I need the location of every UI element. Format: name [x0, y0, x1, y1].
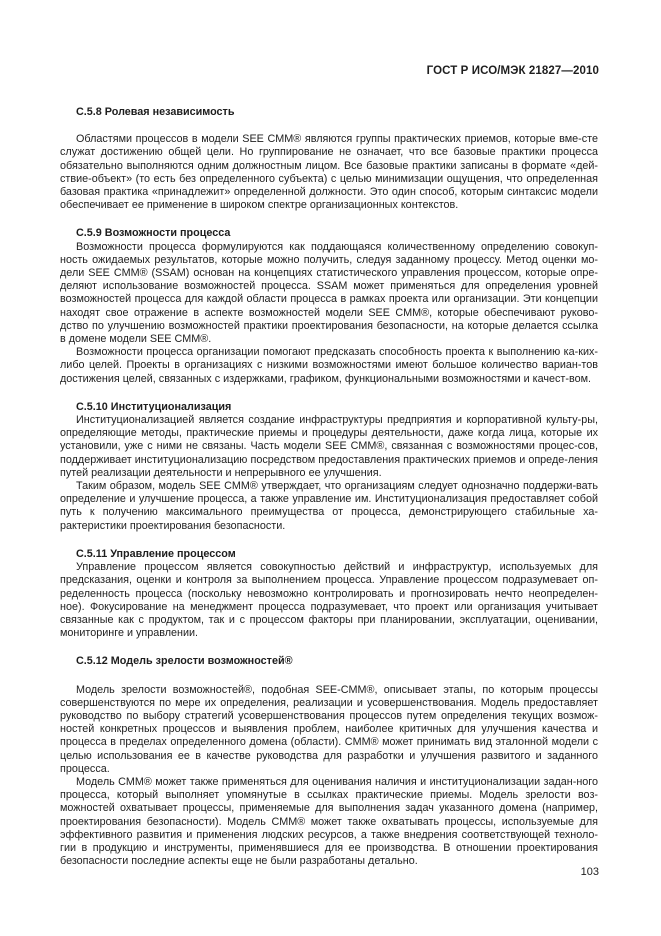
paragraph: Управление процессом является совокупностью действий и инфраструктур, используемых для предсказания, оценки и контроля за выполнением процесса. Управление процессом подразумевает оп-ределенность процесса (поскольку невозможно контролировать и прогнозировать нечто неопределен-ное). Фокусирование на менеджмент процесса подразумевает, что проект или организация учитывает связанные как с продуктом, так и с процессом факторы при планировании, эксплуатации, оценивании, мониторинге и управлении.: [60, 561, 598, 640]
paragraph: Модель зрелости возможностей®, подобная SEE-CMM®, описывает этапы, по которым процессы совершенствуются по мере их определения, реализации и усовершенствования. Модель предоставляет руководство по выбору стратегий усовершенствования процессов путем определения текущих возмож-ностей конкретных процессов и выявления проблем, наиболее критичных для улучшения качества и процесса в пределах определенного домена (области). CMM® может принимать вид эталонной модели с целью использования ее в качестве руководства для разработки и улучшения развитого и заданного процесса.: [60, 683, 598, 775]
paragraph: Возможности процесса формулируются как поддающаяся количественному определению совокуп-ность ожидаемых результатов, которые можно получить, следуя заданному процессу. Метод оценки мо-дели SEE CMM® (SSAM) основан на концепциях статистического управления процессом, которые опре-деляют использование возможностей процесса. SSAM может применяться для определения уровней возможностей процесса для каждой области процесса в рамках проекта или организации. Эти концепции находят свое отражение в аспекте возможностей модели SEE CMM®, которые обеспечивают руково-дство по улучшению возможностей практики проектирования безопасности, на которые делается ссылка в домене модели SEE CMM®.: [60, 240, 598, 346]
paragraph: Модель CMM® может также применяться для оценивания наличия и институционализации задан-ного процесса, который выполняет упомянутые в ссылках практические приемы. Модель зрелости воз-можностей охватывает процессы, применяемые для выполнения задач указанного домена (например, проектирования безопасности). Модель CMM® может также охватывать процессы, используемые для эффективного развития и применения людских ресурсов, а также внедрения соответствующей техноло-гии в продукцию и инструменты, применявшиеся для ее производства. В отношении проектирования безопасности последние аспекты еще не были разработаны детально.: [60, 775, 598, 868]
section-c-5-12: [60, 655, 598, 868]
section-c-5-9: [60, 227, 598, 385]
paragraph: Возможности процесса организации помогают предсказать способность проекта к выполнению ка-ких-либо целей. Проекты в организациях с низкими возможностями имеют большое количество вариан-тов достижения целей, связанных с издержками, графиком, функциональными возможностями и качест-вом.: [60, 346, 598, 385]
paragraph: Таким образом, модель SEE CMM® утверждает, что организациям следует однозначно поддержи-вать определение и улучшение процесса, а также управление им. Институционализация предоставляет собой путь к получению максимального преимущества от процесса, демонстрирующего стабильные ха-рактеристики проектирования безопасности.: [60, 480, 598, 532]
page-number: 103: [580, 866, 599, 878]
section-heading: С.5.9 Возможности процесса: [76, 227, 231, 240]
section-c-5-11: [60, 548, 598, 640]
paragraph: Областями процессов в модели SEE CMM® являются группы практических приемов, которые вме-сте служат достижению общей цели. Но группирование не означает, что все базовые практики процесса обязательно выполняются одним должностным лицом. Все базовые практики записаны в формате «дей-ствие-объект» (то есть без определенного субъекта) с целью минимизации ощущения, что определенная базовая практика «принадлежит» определенной должности. Это один способ, которым синтаксис модели обеспечивает ее применение в широком спектре организационных контекстов.: [60, 133, 598, 212]
section-heading: С.5.11 Управление процессом: [76, 547, 236, 560]
document-body: [60, 93, 598, 868]
paragraph: Институционализацией является создание инфраструктуры предприятия и корпоративной культу-ры, определяющие методы, практические приемы и процедуры деятельности, даже когда лица, которые их установили, уже с ними не связаны. Часть модели SEE CMM®, связанная с возможностями процес-сов, поддерживает институционализацию посредством предоставления практических приемов и опреде-ления путей реализации деятельности и непрерывного ее улучшения.: [60, 414, 598, 479]
section-c-5-10: [60, 401, 598, 533]
section-heading: С.5.10 Институционализация: [76, 400, 232, 413]
section-heading: С.5.8 Ролевая независимость: [76, 106, 235, 118]
section-heading: С.5.12 Модель зрелости возможностей®: [76, 655, 293, 668]
document-header: ГОСТ Р ИСО/МЭК 21827—2010: [426, 65, 599, 77]
section-c-5-8: [60, 106, 598, 212]
